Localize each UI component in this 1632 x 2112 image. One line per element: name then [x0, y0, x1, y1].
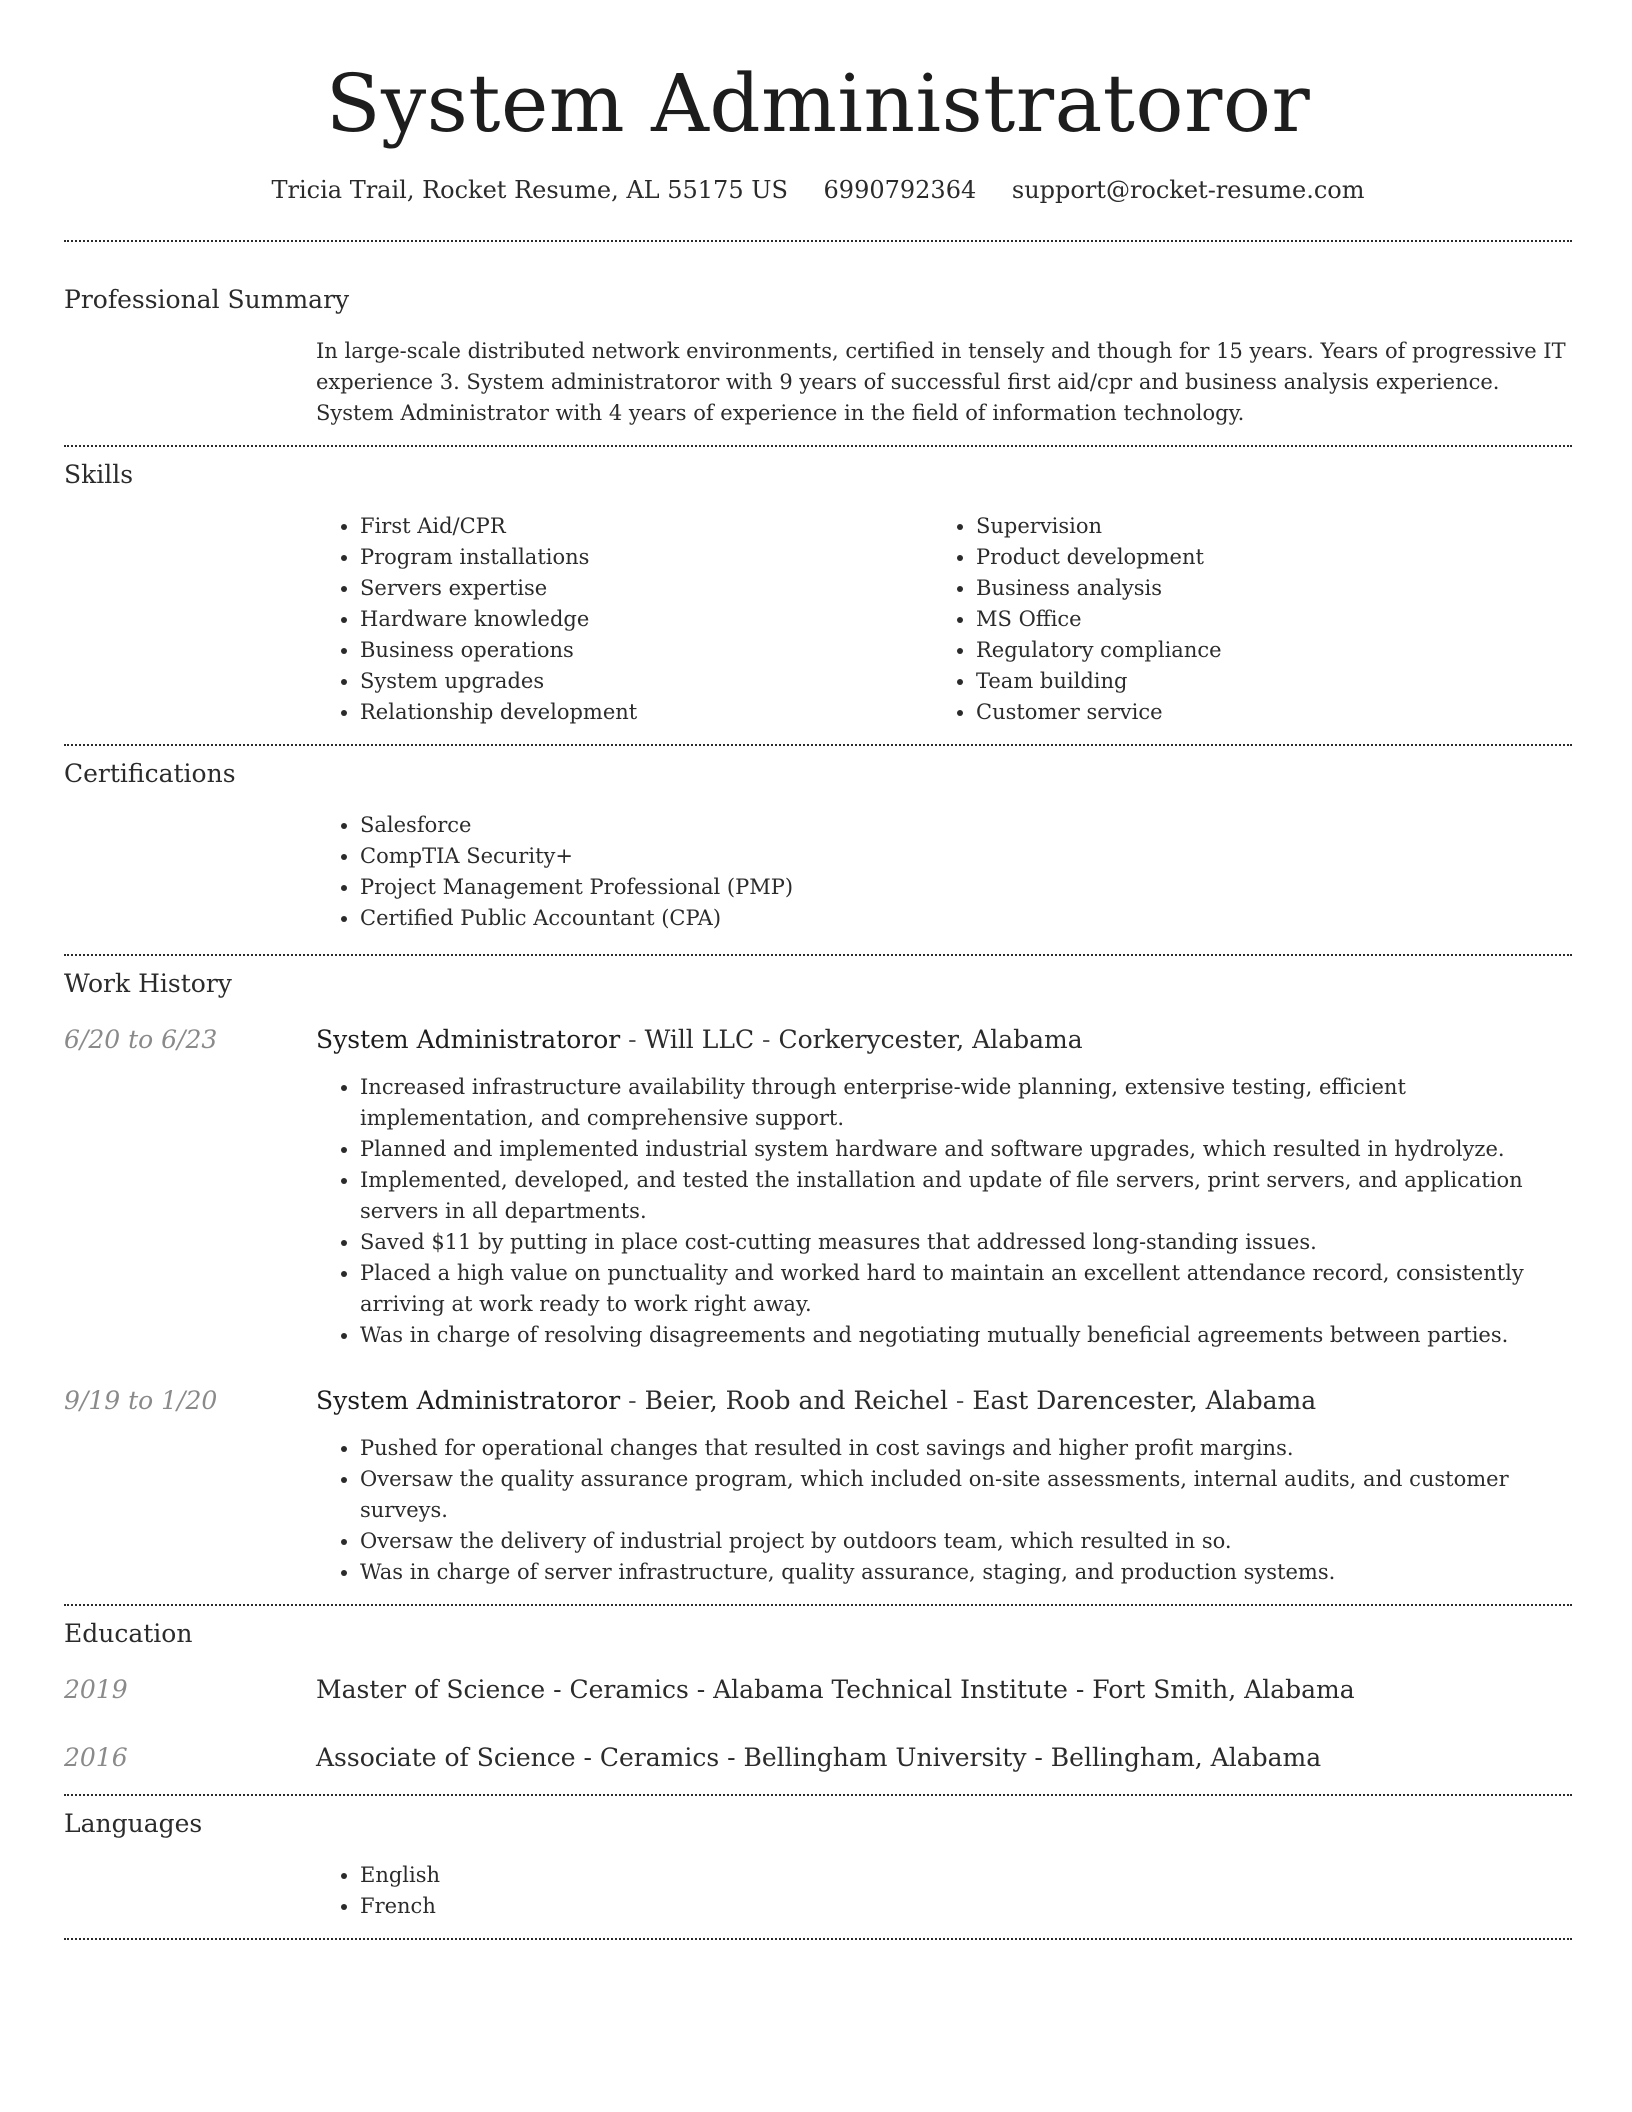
section-title-work: Work History	[64, 969, 232, 998]
section-divider	[64, 1938, 1572, 1940]
list-item: • Regulatory compliance	[976, 635, 1548, 666]
summary-text: In large-scale distributed network environments, certified in tensely and though for 15 years. Years of progressive IT experience 3. System administratoror with 9 years of successful first aid/cpr and business analysis experience. System Administrator with 4 years of experience in the field of information technology.	[316, 339, 1566, 425]
job-bullets	[316, 1433, 1572, 1588]
section-divider	[64, 1794, 1572, 1796]
job-entry	[64, 1385, 1572, 1588]
list-item: • Hardware knowledge	[360, 604, 932, 635]
section-divider	[64, 954, 1572, 956]
list-item: • Implemented, developed, and tested the installation and update of file servers, print servers, and application servers in all departments.	[360, 1165, 1572, 1227]
list-item: • Pushed for operational changes that resulted in cost savings and higher profit margins.	[360, 1433, 1572, 1464]
education-section	[64, 1618, 1572, 1774]
education-heading: Associate of Science - Ceramics - Bellingham University - Bellingham, Alabama	[316, 1743, 1322, 1772]
skills-section	[64, 459, 1572, 728]
job-date: 6/20 to 6/23	[64, 1025, 218, 1054]
education-date: 2016	[64, 1743, 128, 1772]
list-item: • Oversaw the delivery of industrial project by outdoors team, which resulted in so.	[360, 1526, 1572, 1557]
education-entry	[64, 1742, 1572, 1774]
list-item: • English	[360, 1860, 1572, 1891]
section-divider	[64, 445, 1572, 447]
education-date: 2019	[64, 1675, 128, 1704]
list-item: • French	[360, 1891, 1572, 1922]
list-item: • Project Management Professional (PMP)	[360, 872, 1572, 903]
job-role: System Administratoror	[316, 1386, 621, 1415]
job-heading	[316, 1385, 1316, 1417]
address-text: Tricia Trail, Rocket Resume, AL 55175 US	[271, 176, 788, 204]
list-item: • Supervision	[976, 511, 1548, 542]
heading-separator: -	[754, 1025, 779, 1054]
certifications-section	[64, 758, 1572, 934]
skills-list-left	[316, 511, 932, 728]
education-entry	[64, 1674, 1572, 1706]
work-history-section	[64, 968, 1572, 1588]
job-entry	[64, 1024, 1572, 1351]
page-title: System Administratoror	[325, 57, 1311, 150]
resume-page	[64, 0, 1572, 1940]
email-text: support@rocket-resume.com	[1011, 176, 1365, 204]
job-company: Will LLC	[644, 1025, 755, 1054]
list-item: • Was in charge of resolving disagreements and negotiating mutually beneficial agreements between parties.	[360, 1320, 1572, 1351]
list-item: • First Aid/CPR	[360, 511, 932, 542]
job-role: System Administratoror	[316, 1025, 621, 1054]
list-item: • Increased infrastructure availability through enterprise-wide planning, extensive testing, efficient implementation, and comprehensive support.	[360, 1072, 1572, 1134]
list-item: • CompTIA Security+	[360, 841, 1572, 872]
skills-list-right	[932, 511, 1548, 728]
phone-text: 6990792364	[823, 176, 977, 204]
section-divider	[64, 1604, 1572, 1606]
list-item: • Team building	[976, 666, 1548, 697]
list-item: • Business analysis	[976, 573, 1548, 604]
job-company: Beier, Roob and Reichel	[644, 1386, 948, 1415]
list-item: • Customer service	[976, 697, 1548, 728]
list-item: • Program installations	[360, 542, 932, 573]
section-title-certifications: Certifications	[64, 759, 236, 788]
list-item: • Business operations	[360, 635, 932, 666]
list-item: • System upgrades	[360, 666, 932, 697]
list-item: • Certified Public Accountant (CPA)	[360, 903, 1572, 934]
languages-list	[316, 1860, 1572, 1922]
list-item: • Product development	[976, 542, 1548, 573]
job-location: Corkerycester, Alabama	[778, 1025, 1083, 1054]
list-item: • Servers expertise	[360, 573, 932, 604]
list-item: • Oversaw the quality assurance program, which included on-site assessments, internal audits, and customer surveys.	[360, 1464, 1572, 1526]
section-divider	[64, 744, 1572, 746]
section-title-summary: Professional Summary	[64, 285, 350, 314]
list-item: • Salesforce	[360, 810, 1572, 841]
list-item: • Planned and implemented industrial system hardware and software upgrades, which resulted in hydrolyze.	[360, 1134, 1572, 1165]
job-heading	[316, 1024, 1083, 1056]
summary-section	[64, 284, 1572, 429]
heading-separator: -	[947, 1386, 973, 1415]
section-title-education: Education	[64, 1619, 193, 1648]
section-title-languages: Languages	[64, 1809, 203, 1838]
list-item: • Placed a high value on punctuality and worked hard to maintain an excellent attendance record, consistently arriving at work ready to work right away.	[360, 1258, 1572, 1320]
list-item: • Relationship development	[360, 697, 932, 728]
heading-separator: -	[620, 1386, 645, 1415]
heading-separator: -	[620, 1025, 645, 1054]
job-date: 9/19 to 1/20	[64, 1386, 218, 1415]
job-location: East Darencester, Alabama	[972, 1386, 1317, 1415]
skills-grid	[316, 511, 1572, 728]
section-divider	[64, 240, 1572, 242]
list-item: • MS Office	[976, 604, 1548, 635]
education-heading: Master of Science - Ceramics - Alabama Technical Institute - Fort Smith, Alabama	[316, 1675, 1355, 1704]
list-item: • Was in charge of server infrastructure, quality assurance, staging, and production systems.	[360, 1557, 1572, 1588]
job-bullets	[316, 1072, 1572, 1351]
section-title-skills: Skills	[64, 460, 134, 489]
contact-line	[64, 174, 1572, 206]
list-item: • Saved $11 by putting in place cost-cutting measures that addressed long-standing issues.	[360, 1227, 1572, 1258]
certifications-list	[316, 810, 1572, 934]
languages-section	[64, 1808, 1572, 1922]
